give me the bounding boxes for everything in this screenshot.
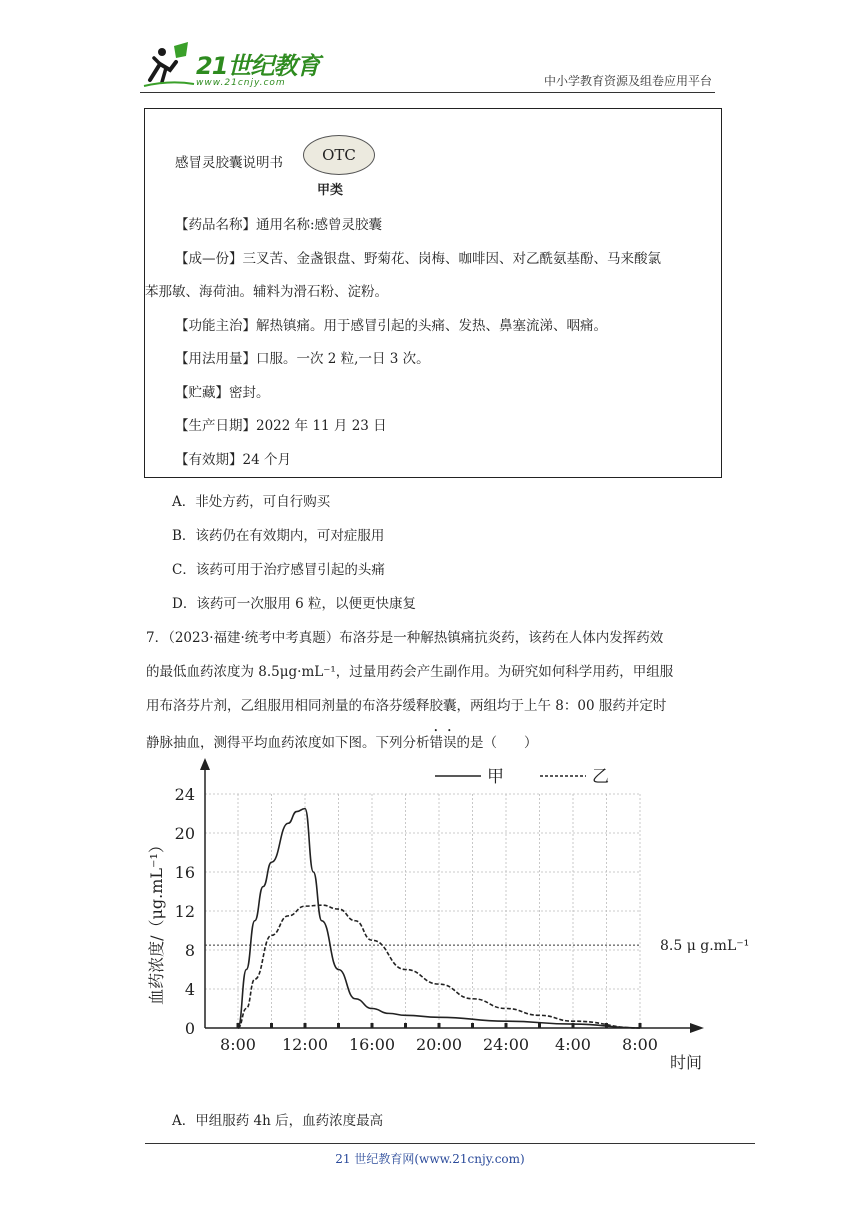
instruction-line: 【药品名称】通用名称:感曾灵胶囊: [175, 217, 383, 233]
question-7-line: 的最低血药浓度为 8.5μg·mL⁻¹，过量用药会产生副作用。为研究如何科学用药，甲组服: [146, 664, 674, 680]
x-tick-mark: [371, 1023, 374, 1028]
y-axis-arrow-icon: [200, 758, 210, 770]
y-tick-label: 0: [184, 1019, 195, 1038]
instruction-line: 【有效期】24 个月: [175, 452, 291, 468]
y-tick-label: 4: [184, 980, 195, 999]
y-tick-label: 20: [174, 824, 195, 843]
x-tick-mark: [304, 1023, 307, 1028]
legend-label: 乙: [592, 767, 609, 787]
x-tick-mark: [404, 1023, 407, 1028]
otc-badge: OTC: [303, 135, 375, 175]
x-tick-label: 8:00: [220, 1035, 256, 1054]
x-axis-label: 时间: [670, 1053, 703, 1072]
y-tick-label: 16: [174, 863, 195, 882]
instruction-line: 【用法用量】口服。一次 2 粒,一日 3 次。: [175, 351, 430, 367]
question-7-line: [146, 727, 538, 751]
blood-concentration-chart: [140, 752, 760, 1072]
option-c: C．该药可用于治疗感冒引起的头痛: [172, 562, 385, 578]
emphasis-word: 错误: [429, 735, 457, 751]
instruction-line: 【贮藏】密封。: [175, 385, 270, 401]
x-tick-label: 8:00: [622, 1035, 658, 1054]
x-tick-label: 4:00: [555, 1035, 591, 1054]
y-tick-label: 8: [184, 941, 195, 960]
x-tick-label: 20:00: [415, 1035, 463, 1054]
question-7-line: 用布洛芬片剂，乙组服用相同剂量的布洛芬缓释胶囊，两组均于上午 8：00 服药并定时: [146, 698, 667, 714]
instruction-line: 【生产日期】2022 年 11 月 23 日: [175, 418, 387, 434]
header-divider: [140, 92, 715, 93]
y-axis-label: 血药浓度/（μg.mL⁻¹）: [147, 837, 166, 1005]
instruction-line: 【成—份】三叉苦、金盏银盘、野菊花、岗梅、咖啡因、对乙酰氨基酚、马来酸氯: [175, 251, 661, 267]
threshold-label: 8.5 μ g.mL⁻¹: [660, 938, 750, 955]
option-d: D．该药可一次服用 6 粒，以便更快康复: [172, 596, 416, 612]
x-tick-mark: [270, 1023, 273, 1028]
footer-text: 21 世纪教育网(www.21cnjy.com): [335, 1152, 525, 1166]
question-7-option-a: A．甲组服药 4h 后，血药浓度最高: [172, 1113, 384, 1129]
otc-category: 甲类: [317, 183, 344, 198]
x-axis-arrow-icon: [690, 1023, 704, 1033]
x-tick-mark: [538, 1023, 541, 1028]
x-tick-label: 24:00: [482, 1035, 530, 1054]
option-b: B．该药仍在有效期内，可对症服用: [172, 528, 385, 544]
logo-text: 21世纪教育: [196, 52, 320, 80]
x-tick-mark: [505, 1023, 508, 1028]
instruction-line: 【功能主治】解热镇痛。用于感冒引起的头痛、发热、鼻塞流涕、咽痛。: [175, 318, 607, 334]
platform-name: 中小学教育资源及组卷应用平台: [543, 74, 712, 88]
instruction-line: 苯那敏、海荷油。辅料为滑石粉、淀粉。: [145, 284, 388, 300]
footer-divider: [145, 1143, 755, 1144]
option-a: A．非处方药，可自行购买: [172, 494, 331, 510]
x-tick-mark: [438, 1023, 441, 1028]
y-tick-label: 12: [174, 902, 195, 921]
x-tick-mark: [337, 1023, 340, 1028]
question-7-tail: 的是（ ）: [456, 735, 538, 751]
y-tick-label: 24: [174, 785, 195, 804]
x-tick-mark: [471, 1023, 474, 1028]
legend-label: 甲: [487, 767, 504, 787]
question-7-text: 静脉抽血，测得平均血药浓度如下图。下列分析: [146, 735, 430, 751]
x-tick-label: 16:00: [348, 1035, 396, 1054]
logo-url: www.21cnjy.com: [196, 78, 286, 88]
x-tick-label: 12:00: [281, 1035, 329, 1054]
instruction-title: 感冒灵胶囊说明书: [175, 155, 283, 171]
runner-icon: [144, 42, 194, 86]
medicine-instruction-box: [144, 108, 722, 478]
question-7-line: 7．（2023·福建·统考中考真题）布洛芬是一种解热镇痛抗炎药，该药在人体内发挥药效: [146, 630, 664, 646]
